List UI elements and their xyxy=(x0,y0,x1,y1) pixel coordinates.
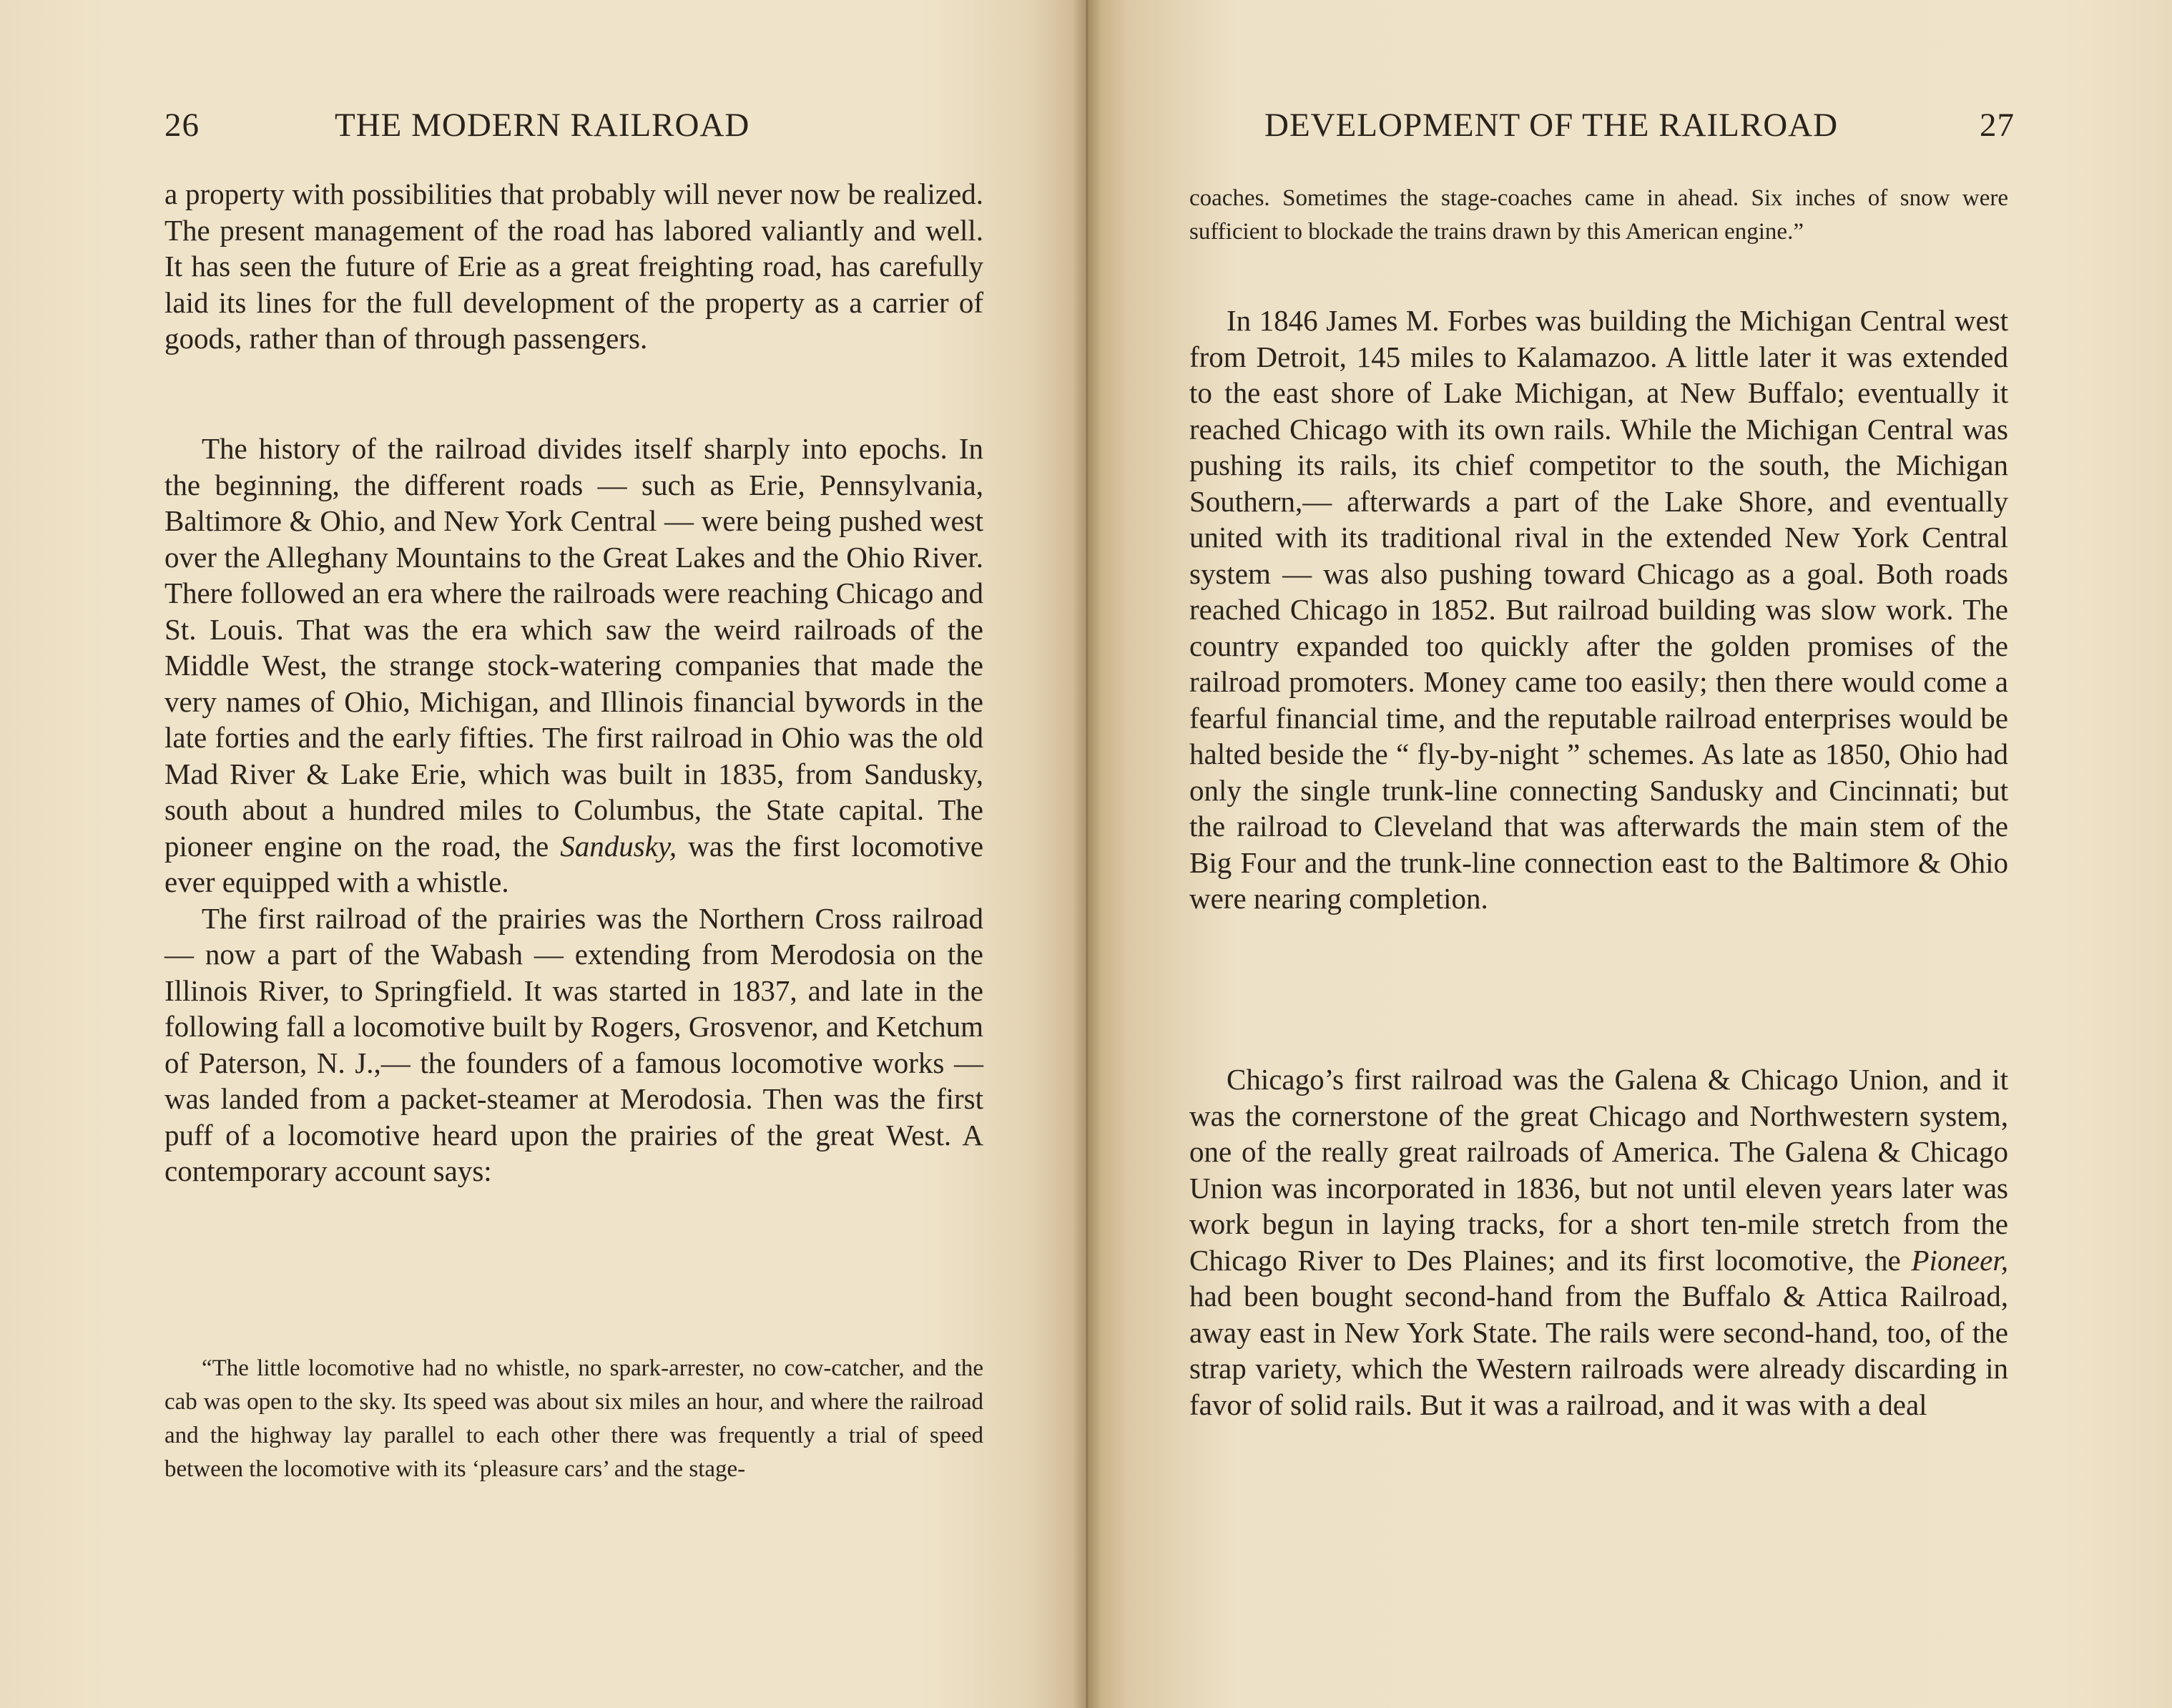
left-paragraph-3: The first railroad of the prairies was the Northern Cross railroad — now a part of the Wabash — extending from Merodosia on the Illinois River, to Springfield. It was started in 1837, and late in the following fall a locomotive built by Rogers, Grosvenor, and Ketchum of Paterson, N. J.,— the founders of a famous locomotive works — was landed from a packet-steamer at Merodosia. Then was the first puff of a locomotive heard upon the prairies of the great West. A contemporary account says: xyxy=(164,901,983,1187)
left-quote: “The little locomotive had no whistle, no spark-arrester, no cow-catcher, and the cab was open to the sky. Its speed was about six miles an hour, and where the railroad and the highway lay parallel to each other there was frequently a trial of speed between the locomotive with its ‘pleasure cars’ and the stage- xyxy=(164,1355,983,1482)
left-body-middle xyxy=(164,431,983,1189)
page-number-left: 26 xyxy=(164,107,200,144)
book-gutter xyxy=(1073,0,1101,1708)
left-paragraph-2-text-a: The history of the railroad divides itself sharply into epochs. In the beginning, the different roads — such as Erie, Pennsylvania, Baltimore & Ohio, and New York Central — were being pushed west over the Alleghany Mountains to the Great Lakes and the Ohio River. There followed an era where the railroads were reaching Chicago and St. Louis. That was the era which saw the weird railroads of the Middle West, the strange stock-watering companies that made the very names of Ohio, Michigan, and Illinois financial bywords in the late forties and the early fifties. The first railroad in Ohio was the old Mad River & Lake Erie, which was built in 1835, from Sandusky, south about a hundred miles to Columbus, the State capital. The pioneer engine on the road, the xyxy=(164,432,983,863)
right-body-middle xyxy=(1189,303,2008,917)
left-header xyxy=(164,106,987,149)
right-paragraph-2-italic: Pioneer, xyxy=(1911,1243,2009,1277)
left-paragraph-2-italic: Sandusky, xyxy=(560,829,677,863)
right-quote-block xyxy=(1189,182,2008,249)
right-header xyxy=(1264,106,2087,149)
running-head-right: DEVELOPMENT OF THE RAILROAD xyxy=(1264,107,1839,144)
right-page xyxy=(1086,0,2172,1708)
page-number-right: 27 xyxy=(1980,107,2015,144)
right-paragraph-1: In 1846 James M. Forbes was building the Michigan Central west from Detroit, 145 miles to Kalamazoo. A little later it was extended to the east shore of Lake Michigan, at New Buffalo; eventually it reached Chicago with its own rails. While the Michigan Central was pushing its rails, its chief competitor to the south, the Michigan Southern,— afterwards a part of the Lake Shore, and eventually united with its traditional rival in the extended New York Central system — was also pushing toward Chicago as a goal. Both roads reached Chicago in 1852. But railroad building was slow work. The country expanded too quickly after the golden promises of the railroad promoters. Money came too easily; then there would come a fearful financial time, and the reputable railroad enterprises would be halted beside the “ fly-by-night ” schemes. As late as 1850, Ohio had only the single trunk-line connecting Sandusky and Cincinnati; but the railroad to Cleveland that was afterwards the main stem of the Big Four and the trunk-line connection east to the Baltimore & Ohio were nearing completion. xyxy=(1189,304,2008,915)
left-paragraph-1: a property with possibilities that probably will never now be realized. The present management of the road has labored valiantly and well. It has seen the future of Erie as a great freighting road, has carefully laid its lines for the full development of the property as a carrier of goods, rather than of through passengers. xyxy=(164,177,983,355)
running-head-left: THE MODERN RAILROAD xyxy=(335,107,750,144)
right-paragraph-2-text-a: Chicago’s first railroad was the Galena & Chicago Union, and it was the cornerstone of the great Chicago and Northwestern system, one of the really great railroads of America. The Galena & Chicago Union was incorporated in 1836, but not until eleven years later was work begun in laying tracks, for a short ten-mile stretch from the Chicago River to Des Plaines; and its first locomotive, the xyxy=(1189,1063,2008,1277)
right-paragraph-2 xyxy=(1189,1061,2008,1423)
left-paragraph-2 xyxy=(164,431,983,900)
left-paragraph-2-text-b: was the first locomotive ever equipped with a whistle. xyxy=(164,829,984,898)
right-quote-continuation: coaches. Sometimes the stage-coaches came in ahead. Six inches of snow were sufficient to blockade the trains drawn by this American engine.” xyxy=(1189,185,2008,245)
right-body-bottom xyxy=(1189,1061,2008,1423)
right-paragraph-2-text-b: had been bought second-hand from the Buffalo & Attica Railroad, away east in New York State. The rails were second-hand, too, of the strap variety, which the Western railroads were already discarding in favor of solid rails. But it was a railroad, and it was with a deal xyxy=(1189,1280,2008,1421)
left-body-top xyxy=(164,176,983,357)
left-quote-block xyxy=(164,1352,983,1486)
